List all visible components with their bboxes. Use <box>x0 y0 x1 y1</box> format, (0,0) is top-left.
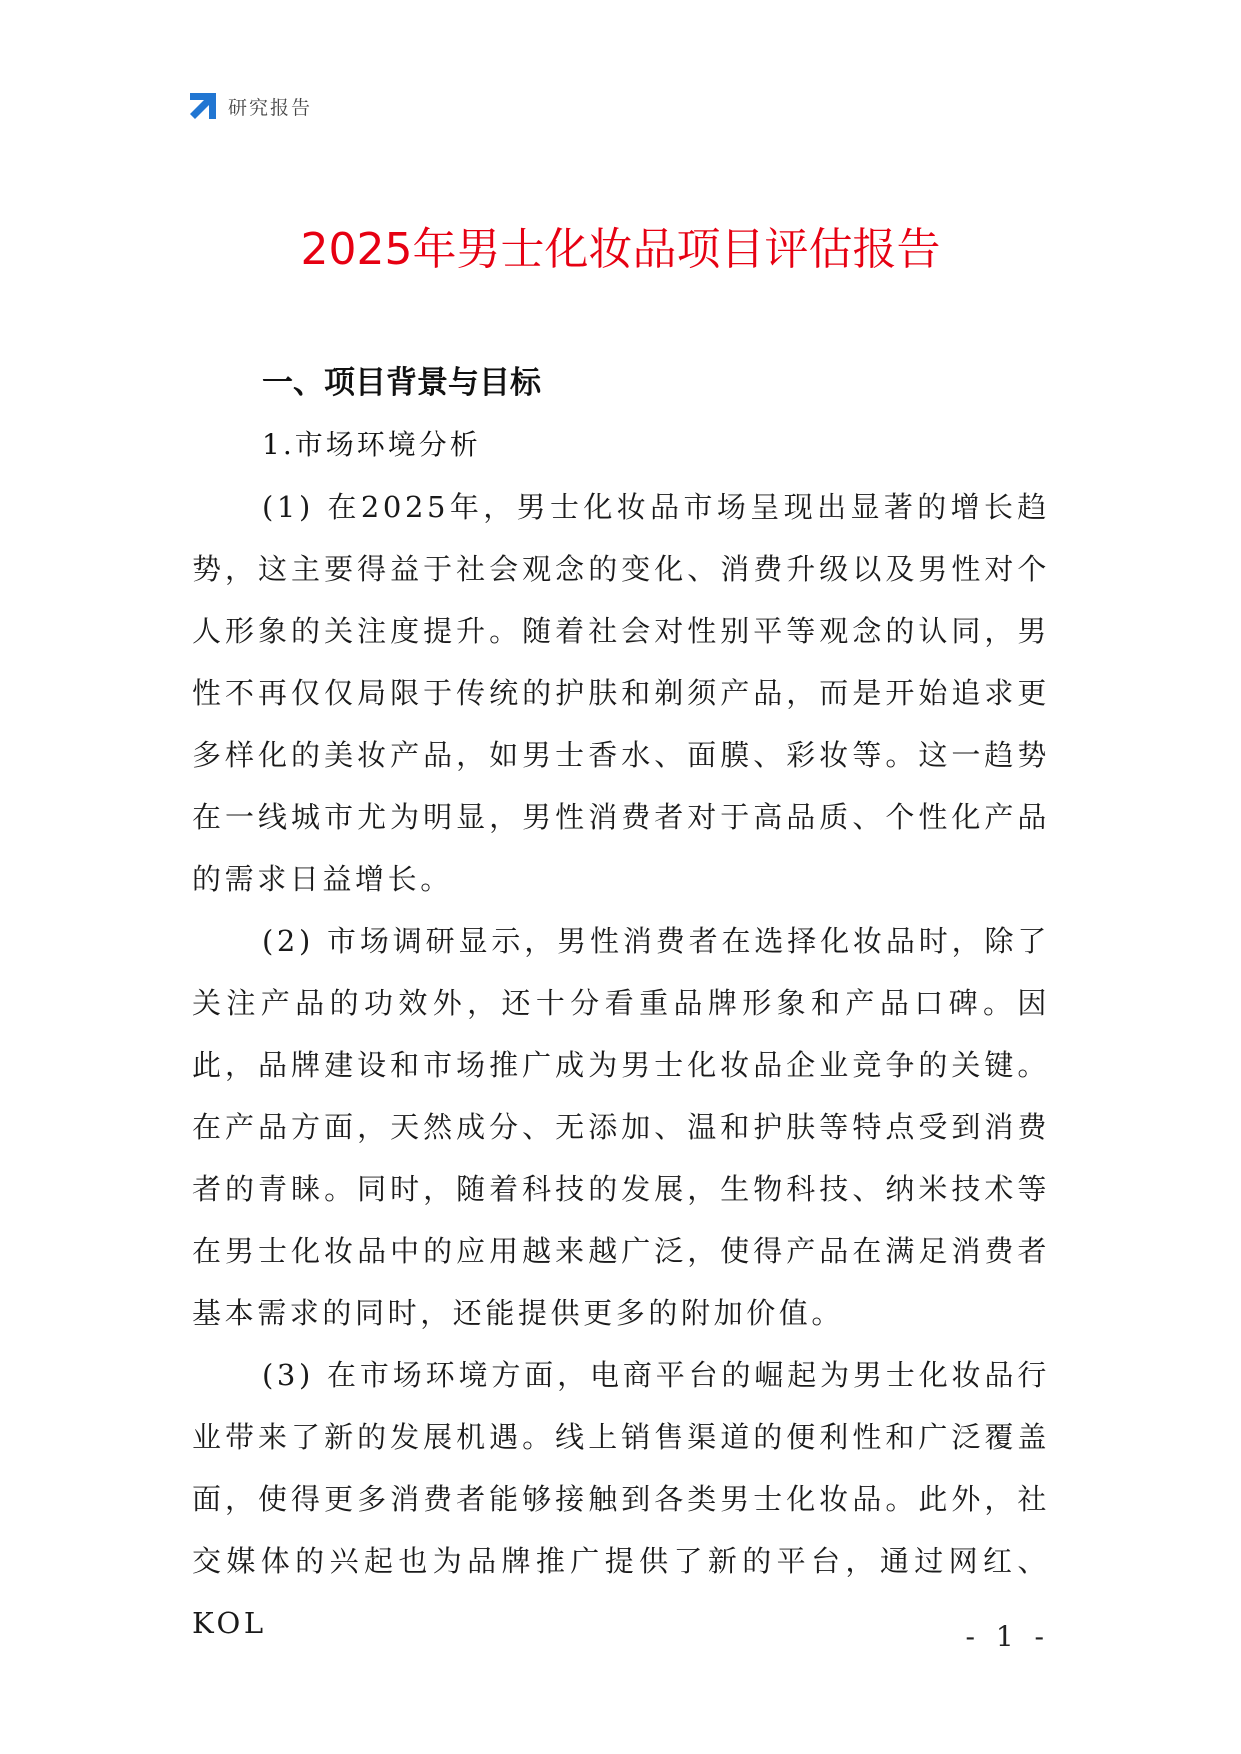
report-header <box>188 88 312 124</box>
page-number: - 1 - <box>965 1620 1050 1653</box>
paragraph-2: (2) 市场调研显示，男性消费者在选择化妆品时，除了关注产品的功效外，还十分看重品牌形象和产品口碑。因此，品牌建设和市场推广成为男士化妆品企业竞争的关键。在产品方面，天然成分、无添加、温和护肤等特点受到消费者的青睐。同时，随着科技的发展，生物科技、纳米技术等在男士化妆品中的应用越来越广泛，使得产品在满足消费者基本需求的同时，还能提供更多的附加价值。 <box>192 924 1050 1330</box>
paragraph-1: (1) 在2025年，男士化妆品市场呈现出显著的增长趋势，这主要得益于社会观念的变化、消费升级以及男性对个人形象的关注度提升。随着社会对性别平等观念的认同，男性不再仅仅局限于传统的护肤和剃须产品，而是开始追求更多样化的美妆产品，如男士香水、面膜、彩妆等。这一趋势在一线城市尤为明显，男性消费者对于高品质、个性化产品的需求日益增长。 <box>192 490 1050 896</box>
document-body <box>192 352 1050 1654</box>
paragraph-3: (3) 在市场环境方面，电商平台的崛起为男士化妆品行业带来了新的发展机遇。线上销售渠道的便利性和广泛覆盖面，使得更多消费者能够接触到各类男士化妆品。此外，社交媒体的兴起也为品牌推广提供了新的平台，通过网红、KOL <box>192 1358 1050 1640</box>
header-label: 研究报告 <box>228 96 313 119</box>
document-title: 2025年男士化妆品项目评估报告 <box>300 224 941 275</box>
arrow-up-right-icon <box>188 91 218 121</box>
sub-heading: 1.市场环境分析 <box>262 428 481 461</box>
section-heading: 一、项目背景与目标 <box>262 365 541 401</box>
